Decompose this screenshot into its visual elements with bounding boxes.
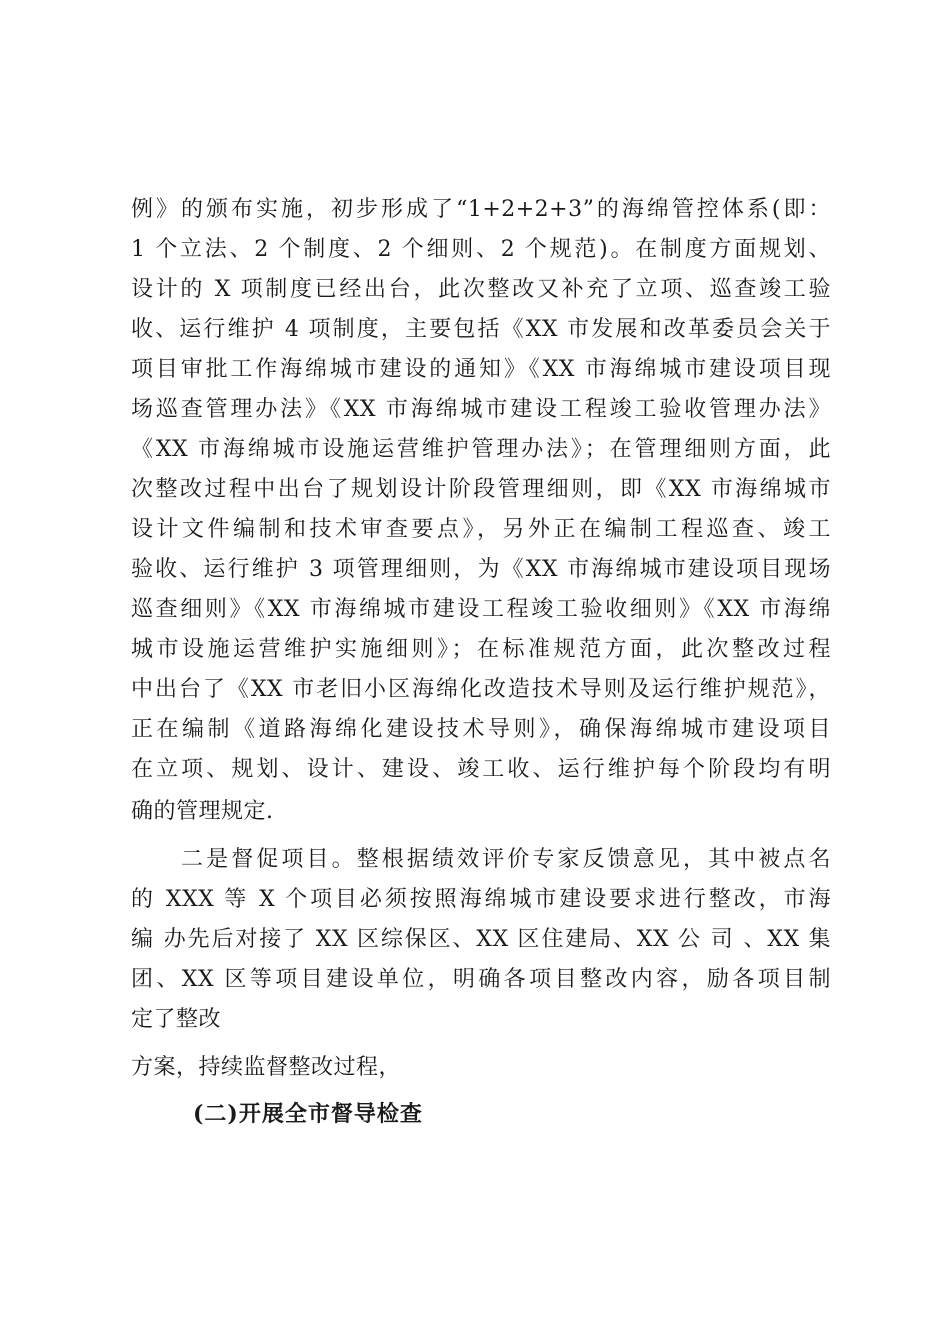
- paragraph-1-line-8: 次整改过程中出台了规划设计阶段管理细则，即《XX 市海绵城市: [131, 477, 831, 502]
- paragraph-1-last-line: 确的管理规定.: [131, 799, 274, 824]
- paragraph-2-first-line: 二是督促项目。整根据绩效评价专家反馈意见，其中被点名: [181, 847, 831, 872]
- paragraph-1-line-10: 验收、运行维护 3 项管理细则，为《XX 市海绵城市建设项目现场: [131, 557, 831, 582]
- section-heading: (二)开展全市督导检查: [193, 1101, 423, 1127]
- paragraph-1-line-4: 收、运行维护 4 项制度，主要包括《XX 市发展和改革委员会关于: [131, 317, 831, 342]
- paragraph-1-line-11: 巡查细则》《XX 市海绵城市建设工程竣工验收细则》《XX 市海绵: [131, 597, 831, 622]
- paragraph-1-line-5: 项目审批工作海绵城市建设的通知》《XX 市海绵城市建设项目现: [131, 357, 831, 382]
- paragraph-1-line-15: 在立项、规划、设计、建设、竣工收、运行维护每个阶段均有明: [131, 757, 831, 782]
- paragraph-2-line-6: 方案，持续监督整改过程，: [131, 1055, 402, 1080]
- paragraph-1-line-12: 城市设施运营维护实施细则》；在标准规范方面，此次整改过程: [131, 637, 831, 662]
- paragraph-2-line-2: 的 XXX 等 X 个项目必须按照海绵城市建设要求进行整改，市海: [131, 887, 831, 912]
- paragraph-1-line-3: 设计的 X 项制度已经出台，此次整改又补充了立项、巡查竣工验: [131, 277, 831, 302]
- paragraph-1-line-7: 《XX 市海绵城市设施运营维护管理办法》；在管理细则方面，此: [131, 437, 831, 462]
- paragraph-1-line-2: 1 个立法、2 个制度、2 个细则、2 个规范)。在制度方面规划、: [131, 237, 831, 262]
- paragraph-2-line-3: 编 办先后对接了 XX 区综保区、XX 区住建局、XX 公 司 、XX 集: [131, 927, 831, 952]
- paragraph-2-line-4: 团、XX 区等项目建设单位，明确各项目整改内容，励各项目制: [131, 967, 831, 992]
- paragraph-1-line-13: 中出台了《XX 市老旧小区海绵化改造技术导则及运行维护规范》，: [131, 677, 831, 702]
- paragraph-1-line-6: 场巡查管理办法》《XX 市海绵城市建设工程竣工验收管理办法》: [131, 397, 831, 422]
- paragraph-1-line-1: 例》的颁布实施，初步形成了“1+2+2+3”的海绵管控体系(即：: [131, 197, 831, 222]
- paragraph-1-line-14: 正在编制《道路海绵化建设技术导则》，确保海绵城市建设项目: [131, 717, 831, 742]
- paragraph-2-line-5: 定了整改: [131, 1007, 222, 1032]
- paragraph-1-line-9: 设计文件编制和技术审查要点》，另外正在编制工程巡查、竣工: [131, 517, 831, 542]
